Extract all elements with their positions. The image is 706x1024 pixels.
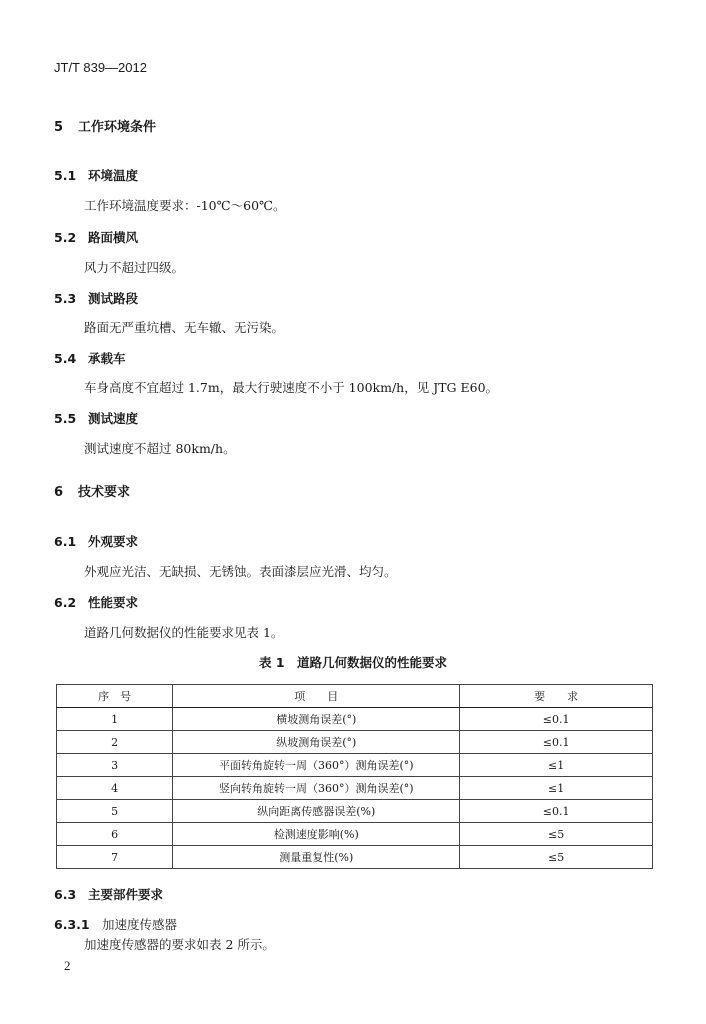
cell-requirement: ≤1 — [460, 777, 653, 800]
cell-item: 平面转角旋转一周（360°）测角误差(°) — [173, 754, 460, 777]
section-number: 6 — [54, 485, 64, 500]
cell-item: 测量重复性(%) — [173, 846, 460, 869]
table-row — [57, 777, 653, 800]
section-title: 环境温度 — [88, 168, 139, 183]
section-5-4-heading — [54, 349, 126, 367]
column-header-item: 项 目 — [173, 685, 460, 708]
table-row — [57, 754, 653, 777]
section-title: 承载车 — [88, 351, 126, 366]
section-number: 6.2 — [54, 595, 77, 610]
section-number: 5.1 — [54, 168, 77, 183]
section-5-1-text: 工作环境温度要求：-10℃～60℃。 — [84, 198, 286, 213]
cell-requirement: ≤0.1 — [460, 800, 653, 823]
cell-seq: 1 — [57, 708, 173, 731]
section-number: 5.5 — [54, 411, 77, 426]
section-5-3-text: 路面无严重坑槽、无车辙、无污染。 — [84, 320, 285, 335]
column-header-seq: 序 号 — [57, 685, 173, 708]
cell-requirement: ≤0.1 — [460, 731, 653, 754]
cell-item: 检测速度影响(%) — [173, 823, 460, 846]
cell-seq: 6 — [57, 823, 173, 846]
section-6-1-text: 外观应光洁、无缺损、无锈蚀。表面漆层应光滑、均匀。 — [84, 564, 397, 579]
table-row — [57, 731, 653, 754]
section-title: 外观要求 — [88, 534, 139, 549]
section-5-2-heading — [54, 228, 138, 246]
section-5-heading — [54, 116, 156, 135]
table-row — [57, 708, 653, 731]
section-title: 主要部件要求 — [88, 887, 164, 902]
table-row — [57, 800, 653, 823]
section-5-5-text: 测试速度不超过 80km/h。 — [84, 441, 236, 456]
performance-requirements-table — [56, 684, 653, 869]
section-5-2-text: 风力不超过四级。 — [84, 260, 185, 275]
section-title: 测试速度 — [88, 411, 139, 426]
section-6-3-1-heading — [54, 915, 177, 933]
cell-seq: 2 — [57, 731, 173, 754]
section-number: 5.2 — [54, 230, 77, 245]
cell-item: 竖向转角旋转一周（360°）测角误差(°) — [173, 777, 460, 800]
cell-seq: 7 — [57, 846, 173, 869]
cell-requirement: ≤5 — [460, 846, 653, 869]
section-title: 测试路段 — [88, 291, 139, 306]
section-5-4-text: 车身高度不宜超过 1.7m，最大行驶速度不小于 100km/h，见 JTG E60。 — [84, 380, 499, 395]
section-6-2-heading — [54, 593, 138, 611]
section-number: 6.3 — [54, 887, 77, 902]
section-5-5-heading — [54, 409, 138, 427]
cell-requirement: ≤0.1 — [460, 708, 653, 731]
section-number: 5.4 — [54, 351, 77, 366]
section-title: 路面横风 — [88, 230, 139, 245]
running-header: JT/T 839—2012 — [54, 60, 147, 75]
section-number: 5 — [54, 120, 64, 135]
section-6-2-text: 道路几何数据仪的性能要求见表 1。 — [84, 625, 284, 640]
cell-item: 纵坡测角误差(°) — [173, 731, 460, 754]
section-title: 性能要求 — [88, 595, 139, 610]
section-title: 技术要求 — [78, 485, 131, 500]
cell-requirement: ≤1 — [460, 754, 653, 777]
table-row — [57, 823, 653, 846]
section-number: 6.1 — [54, 534, 77, 549]
cell-seq: 4 — [57, 777, 173, 800]
section-number: 6.3.1 — [54, 917, 90, 932]
section-6-3-heading — [54, 885, 163, 903]
cell-seq: 3 — [57, 754, 173, 777]
cell-requirement: ≤5 — [460, 823, 653, 846]
table-row — [57, 846, 653, 869]
page-number: 2 — [64, 958, 71, 973]
cell-item: 纵向距离传感器误差(%) — [173, 800, 460, 823]
section-5-1-heading — [54, 166, 138, 184]
cell-seq: 5 — [57, 800, 173, 823]
section-5-3-heading — [54, 289, 138, 307]
section-6-3-1-text: 加速度传感器的要求如表 2 所示。 — [84, 937, 275, 952]
table-header-row — [57, 685, 653, 708]
section-title: 加速度传感器 — [102, 917, 178, 932]
cell-item: 横坡测角误差(°) — [173, 708, 460, 731]
section-number: 5.3 — [54, 291, 77, 306]
section-6-1-heading — [54, 532, 138, 550]
column-header-requirement: 要 求 — [460, 685, 653, 708]
section-6-heading — [54, 481, 130, 500]
section-title: 工作环境条件 — [78, 120, 157, 135]
table-1-caption: 表 1 道路几何数据仪的性能要求 — [258, 655, 448, 670]
